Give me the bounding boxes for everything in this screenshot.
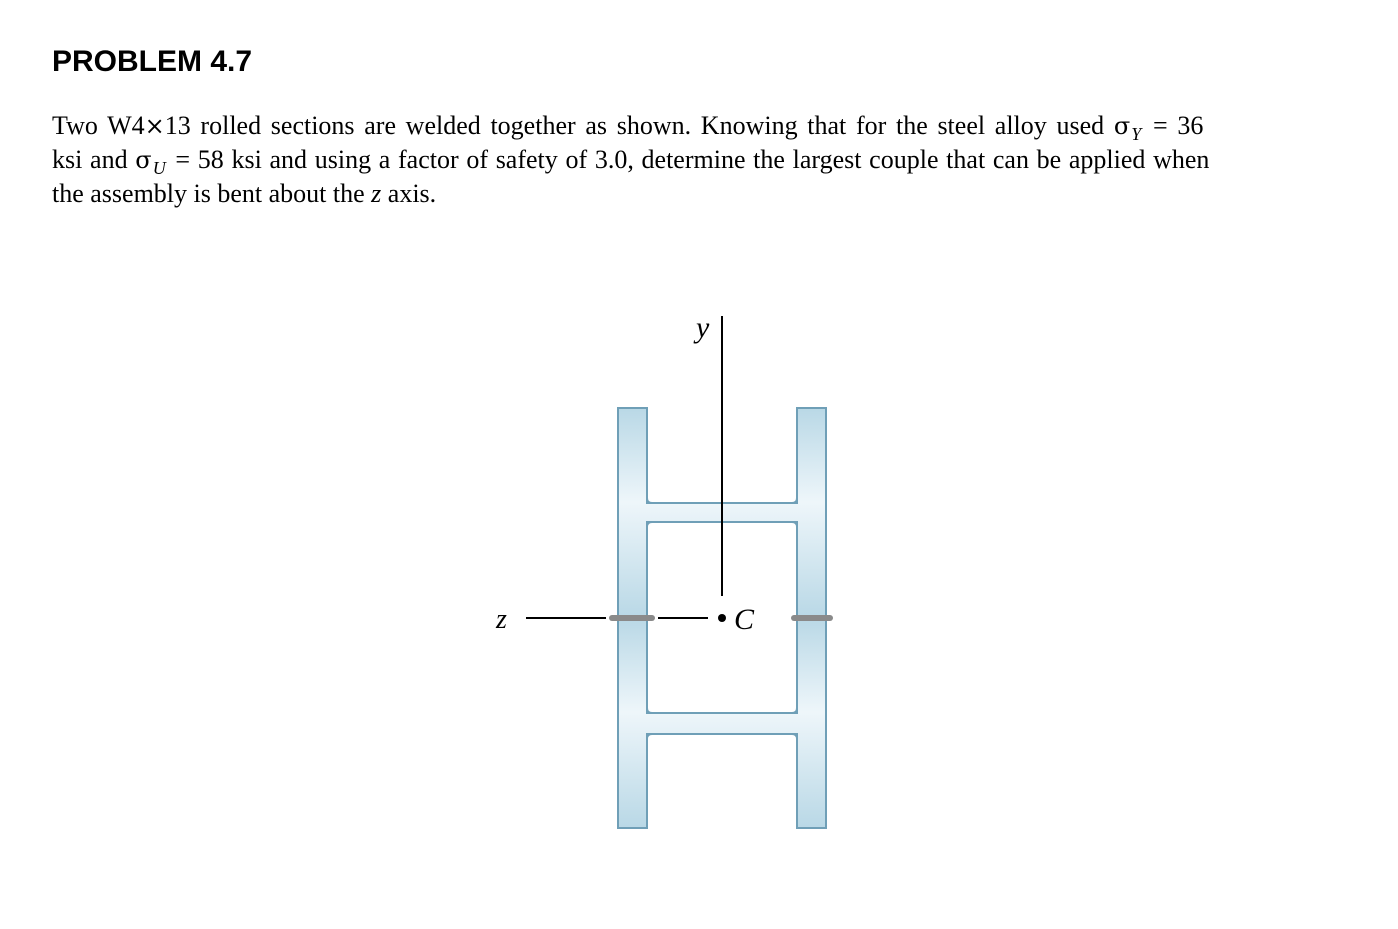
z-axis-word: z xyxy=(371,179,382,208)
sigma-u-symbol: σ xyxy=(135,146,152,174)
fillet-5 xyxy=(647,708,652,713)
statement-line-2-tail: = 58 ksi and using a factor of safety of 3.0, determine the largest couple that can be applied when xyxy=(167,145,1210,174)
fillet-2 xyxy=(792,498,797,503)
statement-line-2-lead: ksi and xyxy=(52,145,136,174)
statement-line-3-lead: the assembly is bent about the xyxy=(52,179,372,208)
fillet-1 xyxy=(647,498,652,503)
fillet-6 xyxy=(792,708,797,713)
lower-w-section-shape xyxy=(618,618,826,828)
sigma-y-subscript: Y xyxy=(1131,124,1142,144)
fillet-4 xyxy=(792,522,797,527)
centroid-label: C xyxy=(734,603,755,636)
statement-line-3-tail: axis. xyxy=(381,179,437,208)
lower-w-section xyxy=(618,618,826,828)
fillet-3 xyxy=(647,522,652,527)
statement-line-1-tail: 13 rolled sections are welded together as shown. Knowing that for the steel alloy used xyxy=(164,111,1105,140)
sigma-y-value: = 36 xyxy=(1143,111,1204,140)
fillet-8 xyxy=(792,734,797,739)
fillet-7 xyxy=(647,734,652,739)
times-symbol: × xyxy=(144,112,165,140)
z-axis-label: z xyxy=(496,604,507,635)
sigma-u-subscript: U xyxy=(152,158,166,178)
centroid-dot xyxy=(718,614,726,622)
y-axis-label: y xyxy=(696,311,710,344)
sigma-y-symbol: σ xyxy=(1113,112,1131,140)
statement-line-1-lead: Two W4 xyxy=(52,111,145,140)
problem-title: PROBLEM 4.7 xyxy=(52,45,253,78)
